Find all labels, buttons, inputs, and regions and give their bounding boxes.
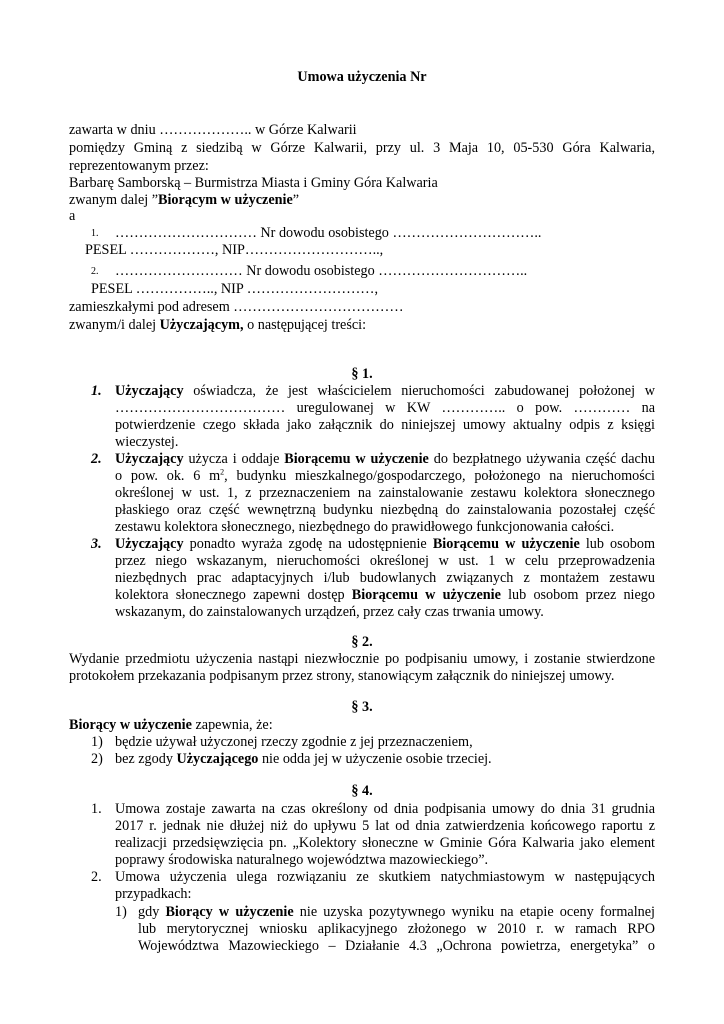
s2-line-1: Wydanie przedmiotu użyczenia nastąpi niezwłocznie po podpisaniu umowy, i zostanie stwierdzone [69, 651, 655, 667]
party-2-id-line: ……………………… Nr dowodu osobistego ………………………….. [115, 263, 528, 279]
text-run: Użyczający [115, 451, 184, 467]
text-run: Biorący w użyczenie [69, 717, 192, 733]
text-run: Użyczający [115, 383, 184, 399]
s4-subitem-1-number: 1) [115, 904, 127, 920]
text-run: Barbarę Samborską – Burmistrza Miasta i Gminy Góra Kalwaria [69, 175, 438, 191]
text-run: ” [292, 192, 300, 208]
party-1-pesel-line: PESEL ………………, NIP……………………….., [85, 242, 384, 258]
text-run: Użyczającym, [159, 317, 244, 333]
text-run: o pow. ok. 6 m [115, 468, 221, 484]
intro-and: a [69, 208, 76, 224]
s1-item-3-line-3: niezbędnych prac adaptacyjnych i/lub budowlanych związanych z montażem zestawu [115, 570, 655, 586]
text-run: 2 [220, 467, 225, 477]
s1-item-2-line-4: płaskiego oraz część wewnętrzną budynku niezbędną do zainstalowania pozostałej część [115, 502, 655, 518]
s4-item-1-line-2: 2017 r. jednak nie dłużej niż do upływu 5 lat od dnia zatwierdzenia końcowego raportu z [115, 818, 655, 834]
text-run: do bezpłatnego używania część dachu [428, 451, 655, 467]
intro-called-line [69, 191, 299, 209]
intro-represented-line: reprezentowanym przez: [69, 158, 209, 174]
text-run: ponadto wyraża zgodę na udostępnienie [183, 536, 433, 552]
text-run: oświadcza, że jest właścicielem nieruchomości zabudowanej położonej w [183, 383, 655, 399]
s1-item-1-line-3: potwierdzenie czego składa jako załącznik do niniejszej umowy aktualny odpis z księgi [115, 417, 655, 433]
s1-item-2-number: 2. [91, 451, 102, 467]
s1-item-3-number: 3. [91, 536, 102, 552]
s3-item-1-text: będzie używał użyczonej rzeczy zgodnie z jej przeznaczeniem, [115, 734, 473, 750]
party-2-pesel-line: PESEL …………….., NIP ………………………, [91, 281, 379, 297]
s1-item-2-line-2 [115, 467, 655, 485]
s4-subitem-1-line-1 [138, 903, 655, 921]
s1-item-3-line-1 [115, 535, 655, 553]
s4-item-1-number: 1. [91, 801, 102, 817]
text-run: Biorącym w użyczenie [158, 192, 293, 208]
party-2-number: 2. [91, 266, 99, 277]
text-run: Biorący w użyczenie [165, 904, 294, 920]
text-run: lub osobom przez niego [500, 587, 655, 603]
intro-date-line: zawarta w dniu ……………….. w Górze Kalwarii [69, 122, 357, 138]
text-run: użycza i oddaje [183, 451, 285, 467]
text-run: kolektora słonecznego zapewni dostęp [115, 587, 352, 603]
s4-item-2-number: 2. [91, 869, 102, 885]
s4-item-1-line-3: realizacji przedsięwzięcia pn. „Kolektory słoneczne w Gminie Góra Kalwaria jako element [115, 835, 655, 851]
text-run: Biorącemu w użyczenie [432, 536, 580, 552]
s3-item-1-number: 1) [91, 734, 103, 750]
s1-item-3-line-5: wskazanym, do zainstalowanych urządzeń, przez cały czas trwania umowy. [115, 604, 544, 620]
s2-line-2: protokołem przekazania podpisanym przez strony, stanowiącym załącznik do niniejszej umowy. [69, 668, 615, 684]
s1-item-1-line-2: ……………………………… uregulowanej w KW ………….. o pow. ………… na [115, 400, 655, 416]
s4-subitem-1-line-3: Województwa Mazowieckiego – Działanie 4.3 „Ochrona powietrza, energetyka” o [138, 938, 655, 954]
text-run: nie uzyska pozytywnego wyniku na etapie oceny formalnej [293, 904, 656, 920]
s1-item-2-line-3: określonej w ust. 1, z przeznaczeniem na zainstalowanie zestawu kolektora słonecznego [115, 485, 655, 501]
s3-item-2-number: 2) [91, 751, 103, 767]
section-2-heading: § 2. [351, 634, 373, 650]
text-run: Biorącemu w użyczenie [284, 451, 429, 467]
s1-item-1-line-4: wieczystej. [115, 434, 179, 450]
section-3-heading: § 3. [351, 699, 373, 715]
s1-item-3-line-4 [115, 586, 655, 604]
text-run: nie odda jej w użyczenie osobie trzeciej. [258, 751, 492, 767]
section-1-heading: § 1. [351, 366, 373, 382]
section-4-heading: § 4. [351, 783, 373, 799]
text-run: bez zgody [115, 751, 177, 767]
address-line: zamieszkałymi pod adresem ……………………………… [69, 299, 404, 315]
text-run: Użyczający [115, 536, 184, 552]
s1-item-2-line-5: zestawu kolektora słonecznego, niezbędnego do prawidłowego funkcjonowania całości. [115, 519, 615, 535]
party-1-number: 1. [91, 228, 99, 239]
called-lender-line [69, 316, 366, 334]
s4-item-2-line-2: przypadkach: [115, 886, 192, 902]
s4-item-1-line-1: Umowa zostaje zawarta na czas określony od dnia podpisania umowy do dnia 31 grudnia [115, 801, 655, 817]
s3-item-2-text [115, 750, 492, 768]
s1-item-2-line-1 [115, 450, 655, 468]
s4-item-2-line-1: Umowa użyczenia ulega rozwiązaniu ze skutkiem natychmiastowym w następujących [115, 869, 655, 885]
text-run: zwanym dalej ” [69, 192, 159, 208]
s3-intro-line [69, 716, 273, 734]
s1-item-1-line-1 [115, 382, 655, 400]
s4-subitem-1-line-2: lub merytorycznej wniosku aplikacyjnego złożonego w 2010 r. w ramach RPO [138, 921, 655, 937]
s1-item-3-line-2: przez niego wskazanym, nieruchomości określonej w ust. 1 w celu przeprowadzenia [115, 553, 655, 569]
s1-item-1-number: 1. [91, 383, 102, 399]
document-title: Umowa użyczenia Nr [297, 69, 427, 85]
intro-mayor-line [69, 174, 438, 192]
s4-item-1-line-4: poprawy środowiska naturalnego województwa mazowieckiego”. [115, 852, 489, 868]
text-run: o następującej treści: [243, 317, 367, 333]
text-run: Użyczającego [176, 751, 259, 767]
text-run: gdy [138, 904, 166, 920]
text-run: zwanym/i dalej [69, 317, 160, 333]
intro-party-line: pomiędzy Gminą z siedzibą w Górze Kalwarii, przy ul. 3 Maja 10, 05-530 Góra Kalwaria, [69, 140, 655, 156]
text-run: , budynku mieszkalnego/gospodarczego, położonego na nieruchomości [224, 468, 655, 484]
party-1-id-line: ………………………… Nr dowodu osobistego ………………………….. [115, 225, 542, 241]
text-run: Biorącemu w użyczenie [351, 587, 501, 603]
text-run: lub osobom [579, 536, 655, 552]
text-run: zapewnia, że: [191, 717, 273, 733]
